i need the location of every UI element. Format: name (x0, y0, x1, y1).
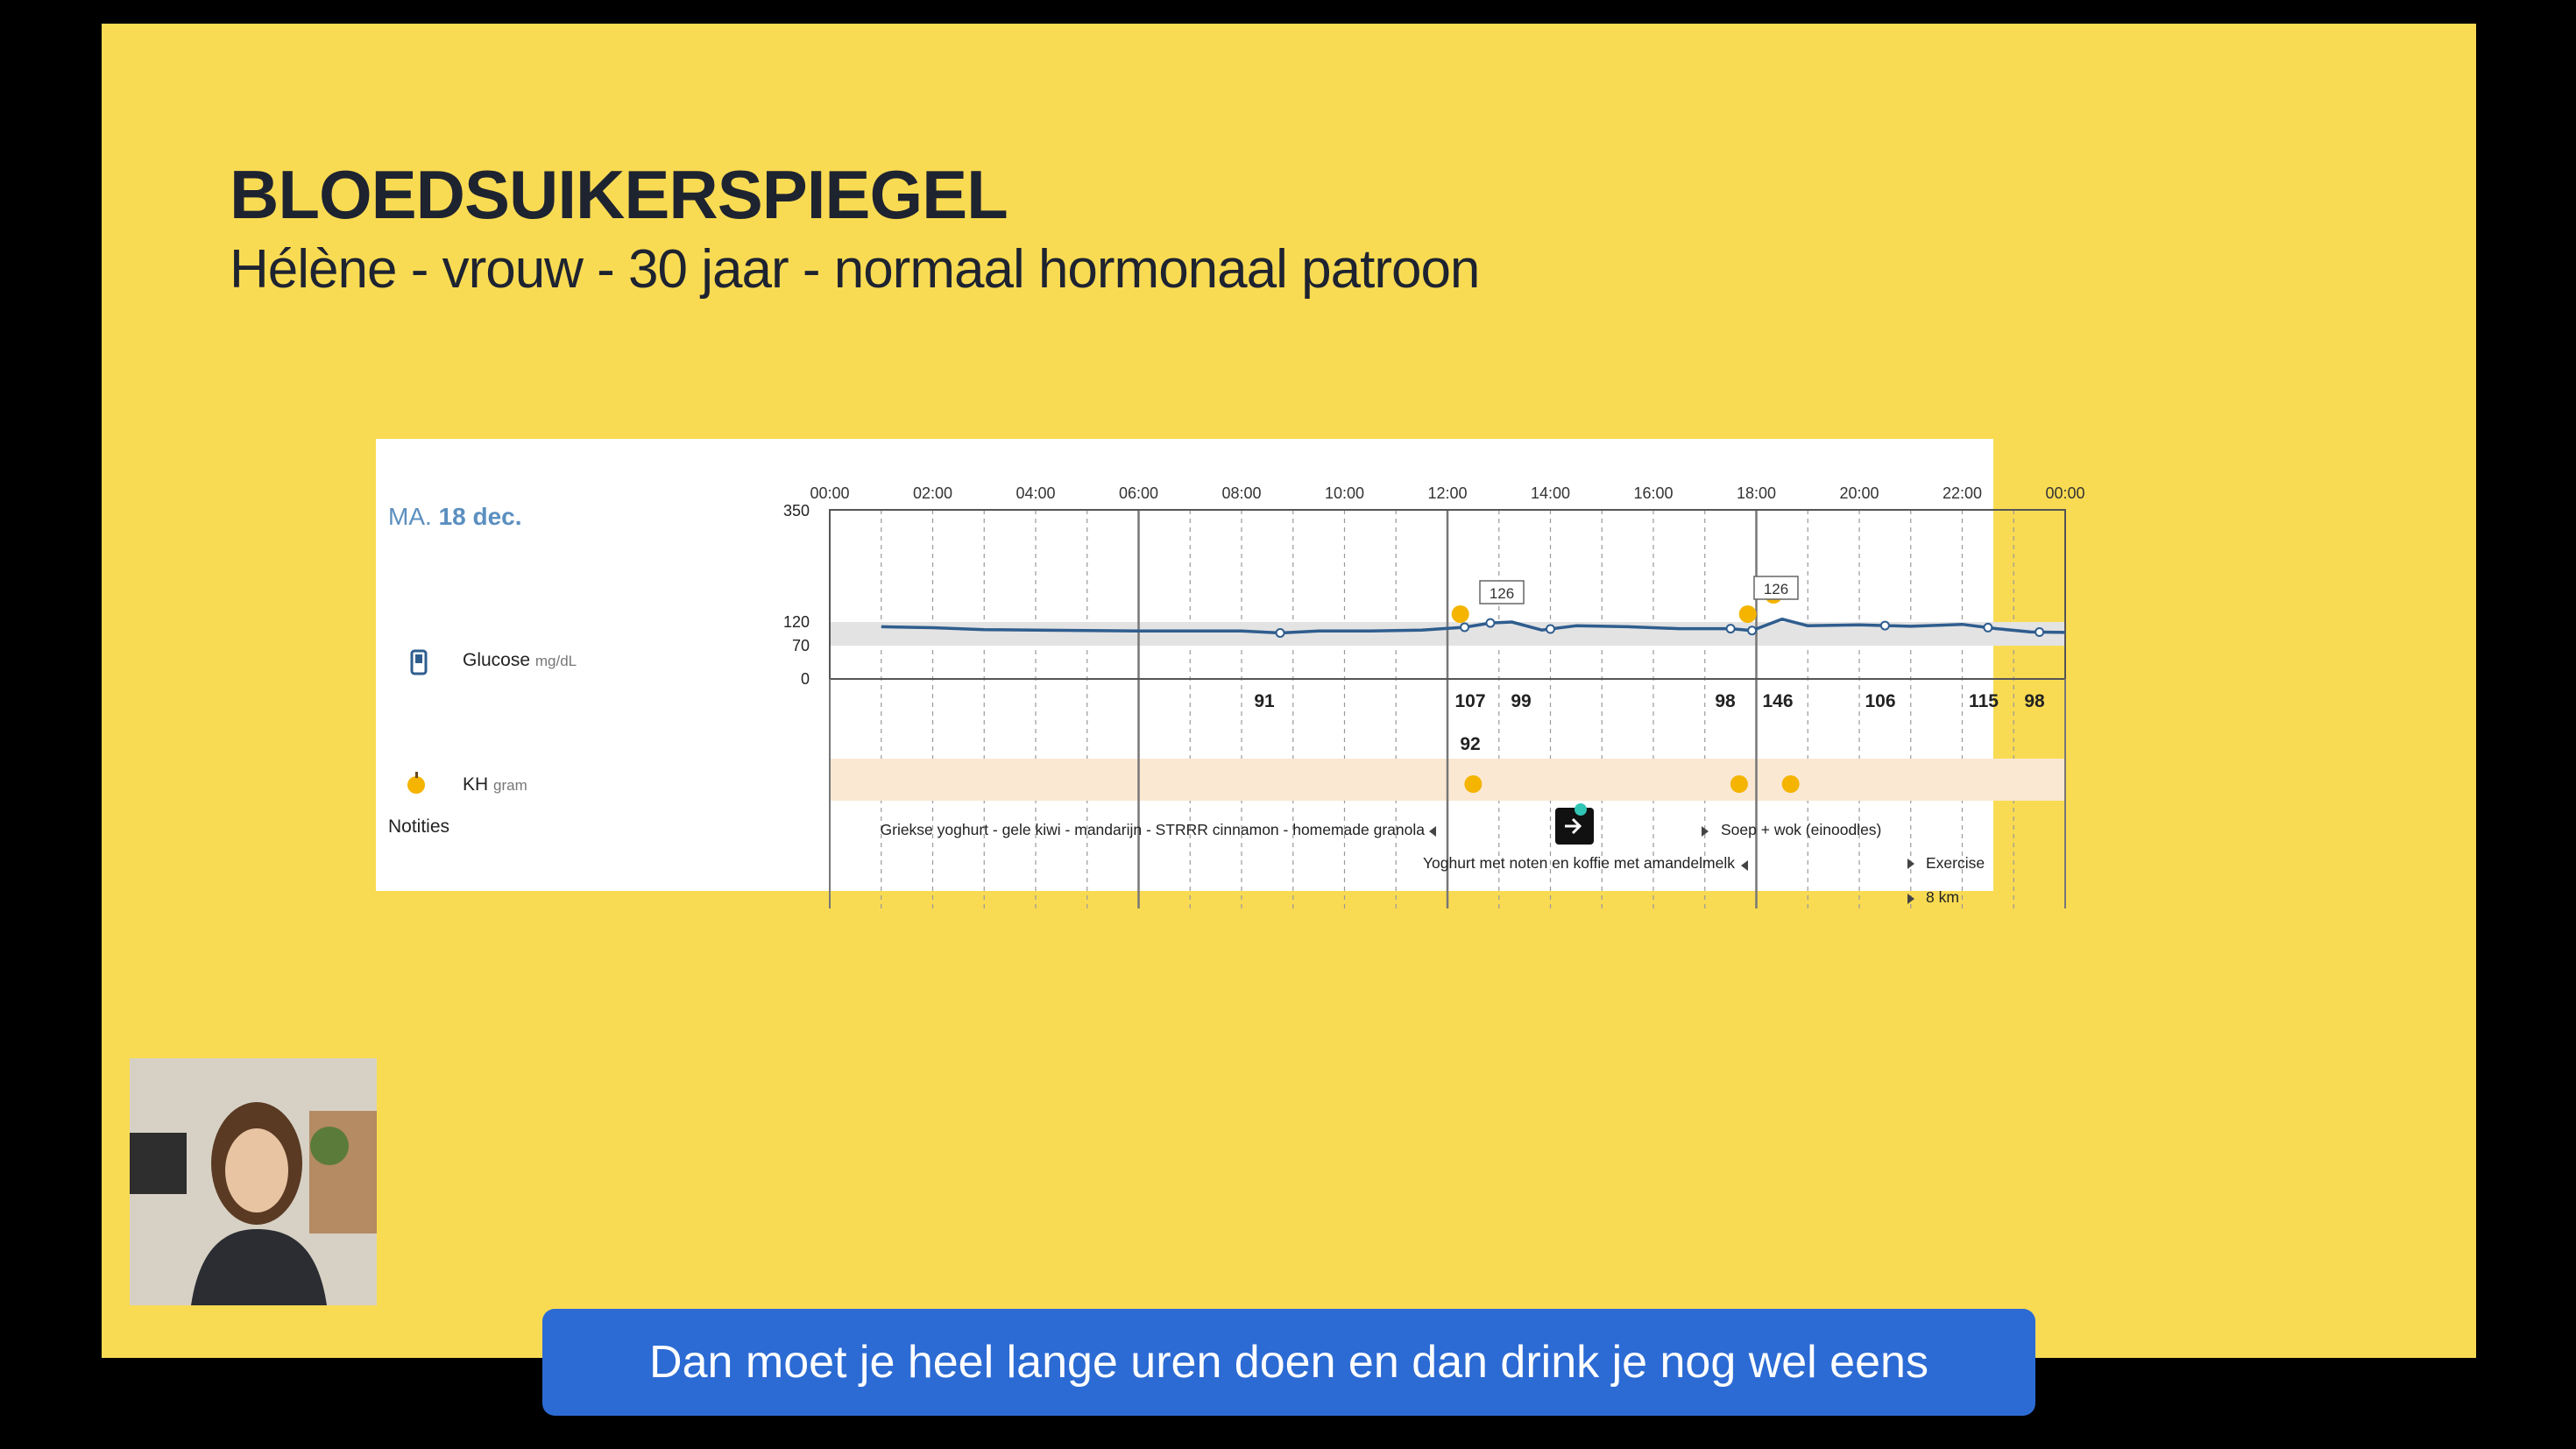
carb-apple-icon (1730, 775, 1748, 793)
slide-title: BLOEDSUIKERSPIEGEL (230, 156, 1008, 233)
note-arrow-right-icon-2 (1907, 859, 1914, 869)
glucose-reading-dot (1748, 626, 1756, 634)
time-tick-label: 10:00 (1324, 484, 1365, 502)
y-tick-70: 70 (791, 637, 810, 654)
note-breakfast: Griekse yoghurt - gele kiwi - mandarijn - STRRR cinnamon - homemade granola (880, 821, 1425, 838)
note-snack: Yoghurt met noten en koffie met amandelmelk (1422, 854, 1735, 872)
glucose-meter-icon (412, 651, 426, 674)
hour-lines (1139, 510, 1757, 908)
note-arrow-left-icon-2 (1741, 860, 1748, 871)
reading-92: 92 (1460, 734, 1481, 754)
glucose-reading-dot (2035, 628, 2043, 636)
notes-label: Notities (388, 816, 450, 837)
svg-text:KH gram (463, 774, 527, 795)
time-tick-label: 00:00 (2045, 484, 2085, 502)
time-tick-label: 14:00 (1530, 484, 1571, 502)
glucose-reading-dot (1277, 629, 1284, 637)
svg-text:MA. 18 dec. (388, 503, 522, 530)
slide-subtitle: Hélène - vrouw - 30 jaar - normaal hormonaal patroon (230, 239, 1480, 300)
glucose-reading-dot (1727, 625, 1735, 633)
glucose-reading-dot (1461, 623, 1468, 631)
peak-label-1 (1480, 581, 1524, 604)
meal-apple-icon (1452, 605, 1469, 623)
reading-107: 107 (1454, 691, 1486, 711)
forward-arrow-button[interactable] (1555, 803, 1594, 845)
svg-text:126: 126 (1763, 581, 1789, 597)
time-tick-label: 18:00 (1736, 484, 1777, 502)
reading-106: 106 (1865, 691, 1896, 711)
svg-text:126: 126 (1489, 585, 1515, 602)
y-tick-350: 350 (782, 502, 810, 520)
glucose-reading-dot (1881, 622, 1889, 630)
y-tick-0: 0 (800, 670, 810, 688)
svg-text:Glucose mg/dL (463, 650, 577, 670)
reading-146: 146 (1762, 691, 1794, 711)
reading-91: 91 (1254, 691, 1275, 711)
note-arrow-left-icon (1429, 826, 1436, 837)
time-tick-label: 00:00 (810, 484, 850, 502)
report-date-day: 18 dec. (438, 503, 522, 530)
reading-99: 99 (1511, 691, 1532, 711)
carb-label: KH (463, 774, 489, 795)
glucose-unit: mg/dL (534, 653, 577, 669)
caption-text: Dan moet je heel lange uren doen en dan drink je nog wel eens (649, 1337, 1928, 1388)
glucose-chart (376, 439, 2085, 906)
time-tick-label: 20:00 (1839, 484, 1879, 502)
reading-115: 115 (1969, 691, 1999, 711)
carb-apple-icon (1464, 775, 1482, 793)
time-tick-label: 04:00 (1016, 484, 1056, 502)
carb-unit: gram (493, 777, 527, 794)
glucose-reading-dot (1984, 624, 1992, 632)
peak-label-2 (1754, 576, 1798, 599)
presenter-webcam (130, 1058, 377, 1305)
presenter-avatar (130, 1058, 377, 1305)
apple-icon (407, 772, 425, 794)
glucose-label: Glucose (463, 650, 531, 670)
time-tick-label: 02:00 (912, 484, 953, 502)
glucose-report-panel (376, 439, 2085, 906)
reading-98-b: 98 (2024, 691, 2045, 711)
time-tick-label: 12:00 (1427, 484, 1468, 502)
note-exercise: Exercise (1926, 854, 1985, 872)
time-tick-label: 22:00 (1942, 484, 1983, 502)
meal-apple-icon (1739, 605, 1757, 623)
glucose-reading-dot (1486, 619, 1494, 627)
time-tick-label: 08:00 (1221, 484, 1262, 502)
report-date-prefix: MA. (388, 503, 432, 530)
glucose-reading-dot (1546, 625, 1554, 633)
subtitle-caption (542, 1309, 2035, 1416)
time-tick-label: 16:00 (1633, 484, 1674, 502)
note-dinner: Soep + wok (einoodles) (1721, 821, 1882, 838)
carb-apple-icon (1782, 775, 1800, 793)
reading-98: 98 (1715, 691, 1736, 711)
time-axis (810, 484, 2084, 502)
note-distance: 8 km (1926, 888, 1959, 906)
y-tick-120: 120 (782, 613, 810, 631)
time-tick-label: 06:00 (1118, 484, 1159, 502)
